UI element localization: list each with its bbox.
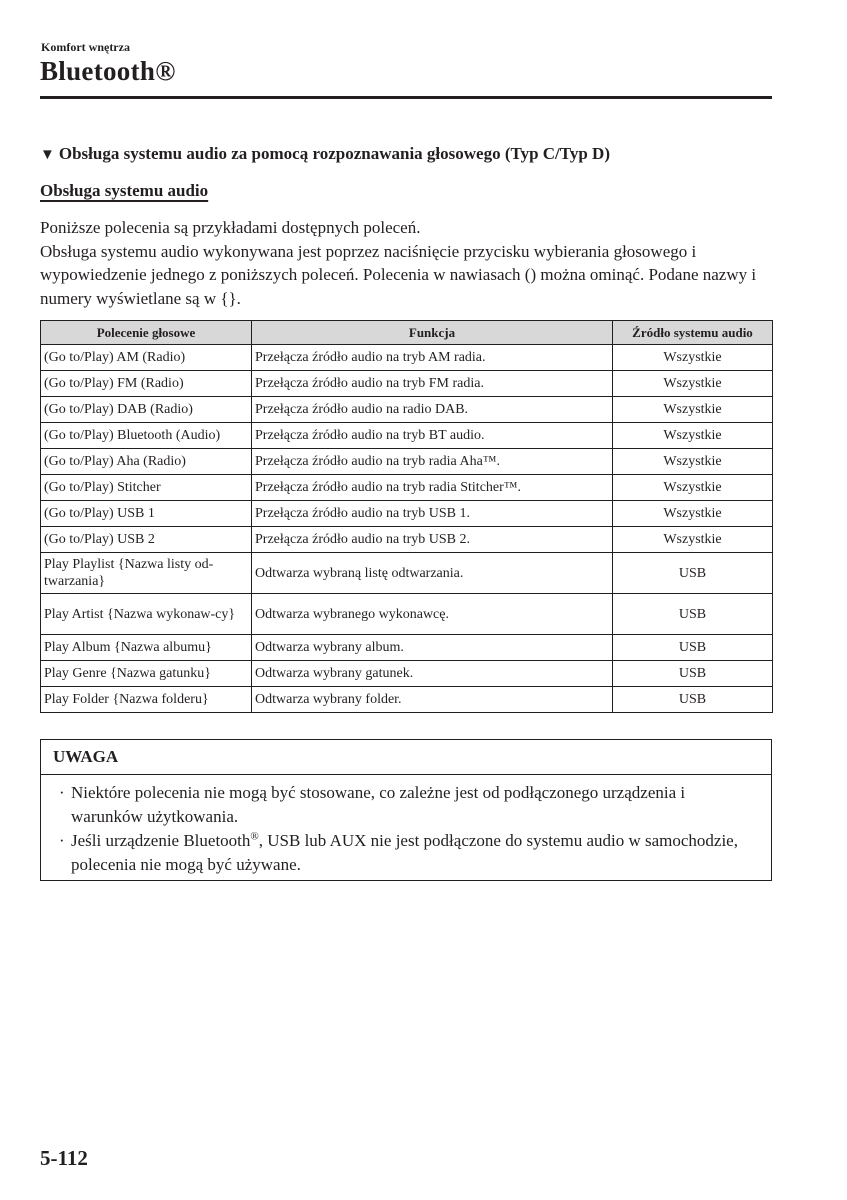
table-row <box>41 345 773 371</box>
cell-source: Wszystkie <box>613 449 773 475</box>
cell-command: (Go to/Play) Aha (Radio) <box>41 449 252 475</box>
page-number: 5-112 <box>40 1146 88 1170</box>
cell-command: Play Folder {Nazwa folderu} <box>41 687 252 713</box>
table-row <box>41 687 773 713</box>
page-title: Bluetooth® <box>40 56 176 86</box>
table-row <box>41 501 773 527</box>
cell-function: Przełącza źródło audio na radio DAB. <box>252 397 613 423</box>
cell-command: Play Playlist {Nazwa listy od-twarzania} <box>41 553 252 594</box>
triangle-down-icon: ▼ <box>40 147 55 163</box>
title-rule <box>40 96 772 99</box>
cell-function: Odtwarza wybrany album. <box>252 635 613 661</box>
table-row <box>41 371 773 397</box>
cell-function: Przełącza źródło audio na tryb FM radia. <box>252 371 613 397</box>
note-box <box>40 739 772 881</box>
intro-line-2: Obsługa systemu audio wykonywana jest poprzez naciśnięcie przycisku wybierania głosowego i wypowiedzenie jednego z poniższych poleceń. Polecenia w nawiasach () można ominąć. Podane nazwy i numery wyświetlane są w {}. <box>40 241 757 308</box>
cell-command: (Go to/Play) FM (Radio) <box>41 371 252 397</box>
table-row <box>41 527 773 553</box>
cell-function: Przełącza źródło audio na tryb radia Aha™. <box>252 449 613 475</box>
cell-command: Play Album {Nazwa albumu} <box>41 635 252 661</box>
table-row <box>41 553 773 594</box>
note-item-text-end: , USB lub AUX nie jest podłączone do systemu audio w samochodzie, polecenia nie mogą być używane. <box>71 831 738 874</box>
note-list <box>41 775 771 877</box>
cell-source: Wszystkie <box>613 397 773 423</box>
note-title: UWAGA <box>41 740 771 775</box>
cell-command: (Go to/Play) Bluetooth (Audio) <box>41 423 252 449</box>
note-item-text: Niektóre polecenia nie mogą być stosowane, co zależne jest od podłączonego urządzenia i warunków użytkowania. <box>71 783 686 826</box>
table-row <box>41 661 773 687</box>
section-heading-text: Obsługa systemu audio za pomocą rozpoznawania głosowego (Typ C/Typ D) <box>58 144 610 163</box>
cell-source: Wszystkie <box>613 475 773 501</box>
table-header-row <box>41 321 773 345</box>
cell-function: Odtwarza wybranego wykonawcę. <box>252 594 613 635</box>
column-header-function: Funkcja <box>252 321 613 345</box>
registered-mark: ® <box>250 830 259 843</box>
breadcrumb: Komfort wnętrza <box>41 40 130 54</box>
cell-function: Odtwarza wybrany folder. <box>252 687 613 713</box>
table-row <box>41 475 773 501</box>
cell-function: Odtwarza wybrany gatunek. <box>252 661 613 687</box>
sub-heading: Obsługa systemu audio <box>40 181 209 200</box>
cell-function: Odtwarza wybraną listę odtwarzania. <box>252 553 613 594</box>
cell-source: USB <box>613 661 773 687</box>
table-row <box>41 449 773 475</box>
cell-source: USB <box>613 635 773 661</box>
column-header-command: Polecenie głosowe <box>41 321 252 345</box>
cell-function: Przełącza źródło audio na tryb BT audio. <box>252 423 613 449</box>
bullet-icon: · <box>59 783 65 802</box>
note-item-text-start: Jeśli urządzenie Bluetooth <box>71 831 251 850</box>
cell-command: Play Artist {Nazwa wykonaw-cy} <box>41 594 252 635</box>
table-row <box>41 397 773 423</box>
note-item <box>59 781 761 829</box>
cell-source: USB <box>613 553 773 594</box>
voice-command-table <box>40 320 773 713</box>
note-item <box>59 829 761 877</box>
cell-command: (Go to/Play) USB 1 <box>41 501 252 527</box>
cell-command: (Go to/Play) Stitcher <box>41 475 252 501</box>
table-row <box>41 635 773 661</box>
cell-command: (Go to/Play) USB 2 <box>41 527 252 553</box>
intro-line-1: Poniższe polecenia są przykładami dostępnych poleceń. <box>40 218 421 237</box>
cell-source: Wszystkie <box>613 527 773 553</box>
cell-source: Wszystkie <box>613 371 773 397</box>
column-header-source: Źródło systemu audio <box>613 321 773 345</box>
cell-source: Wszystkie <box>613 345 773 371</box>
bullet-icon: · <box>59 831 65 850</box>
table-row <box>41 594 773 635</box>
section-heading <box>40 144 610 164</box>
intro-text <box>40 216 775 310</box>
cell-source: Wszystkie <box>613 423 773 449</box>
cell-source: USB <box>613 594 773 635</box>
cell-function: Przełącza źródło audio na tryb USB 2. <box>252 527 613 553</box>
table-row <box>41 423 773 449</box>
cell-command: (Go to/Play) DAB (Radio) <box>41 397 252 423</box>
cell-command: Play Genre {Nazwa gatunku} <box>41 661 252 687</box>
cell-source: USB <box>613 687 773 713</box>
cell-function: Przełącza źródło audio na tryb AM radia. <box>252 345 613 371</box>
cell-command: (Go to/Play) AM (Radio) <box>41 345 252 371</box>
cell-source: Wszystkie <box>613 501 773 527</box>
cell-function: Przełącza źródło audio na tryb radia Stitcher™. <box>252 475 613 501</box>
cell-function: Przełącza źródło audio na tryb USB 1. <box>252 501 613 527</box>
